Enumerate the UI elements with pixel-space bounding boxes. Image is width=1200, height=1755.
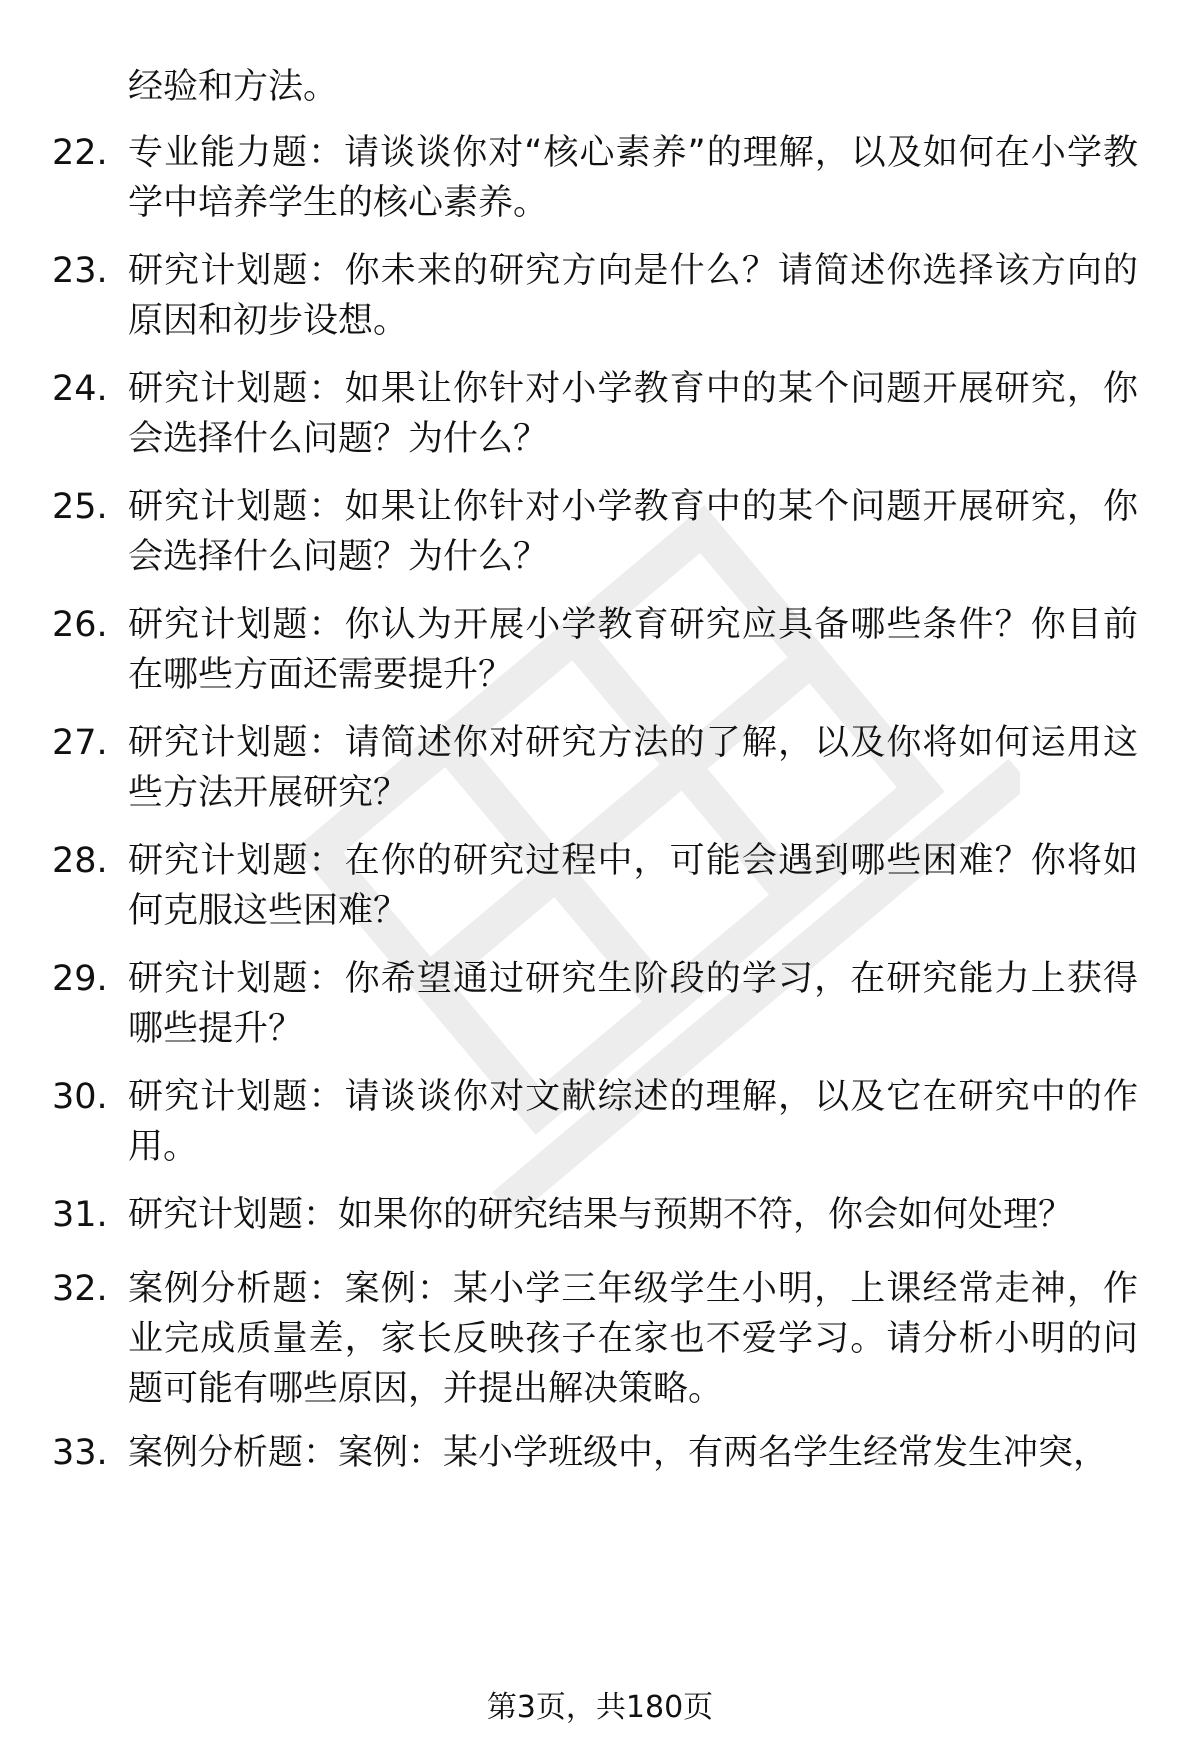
question-number: 26. [52,605,108,645]
continuation-text: 经验和方法。 [128,67,339,107]
question-text: 案例分析题：案例：某小学三年级学生小明，上课经常走神，作业完成质量差，家长反映孩子在家也不爱学习。请分析小明的问题可能有哪些原因，并提出解决策略。 [128,1269,1138,1409]
question-number: 32. [52,1269,108,1309]
question-text: 研究计划题：请简述你对研究方法的了解，以及你将如何运用这些方法开展研究？ [128,723,1138,813]
question-text: 研究计划题：在你的研究过程中，可能会遇到哪些困难？你将如何克服这些困难？ [128,841,1138,931]
question-text: 研究计划题：你未来的研究方向是什么？请简述你选择该方向的原因和初步设想。 [128,251,1138,341]
question-text: 专业能力题：请谈谈你对“核心素养”的理解，以及如何在小学教学中培养学生的核心素养。 [128,133,1138,223]
question-number: 29. [52,959,108,999]
question-number: 30. [52,1077,108,1117]
question-number: 27. [52,723,108,763]
question-text: 研究计划题：如果让你针对小学教育中的某个问题开展研究，你会选择什么问题？为什么？ [128,487,1138,577]
question-number: 24. [52,369,108,409]
question-number: 28. [52,841,108,881]
page-footer: 第3页，共180页 [486,1690,714,1725]
question-text: 研究计划题：如果你的研究结果与预期不符，你会如何处理？ [128,1195,1074,1235]
question-text: 案例分析题：案例：某小学班级中，有两名学生经常发生冲突， [128,1433,1109,1473]
question-number: 22. [52,133,108,173]
question-text: 研究计划题：如果让你针对小学教育中的某个问题开展研究，你会选择什么问题？为什么？ [128,369,1138,459]
question-number: 33. [52,1433,108,1473]
question-number: 25. [52,487,108,527]
question-text: 研究计划题：请谈谈你对文献综述的理解，以及它在研究中的作用。 [128,1077,1138,1167]
question-text: 研究计划题：你认为开展小学教育研究应具备哪些条件？你目前在哪些方面还需要提升？ [128,605,1138,695]
question-text: 研究计划题：你希望通过研究生阶段的学习，在研究能力上获得哪些提升？ [128,959,1138,1049]
question-number: 23. [52,251,108,291]
question-number: 31. [52,1195,108,1235]
